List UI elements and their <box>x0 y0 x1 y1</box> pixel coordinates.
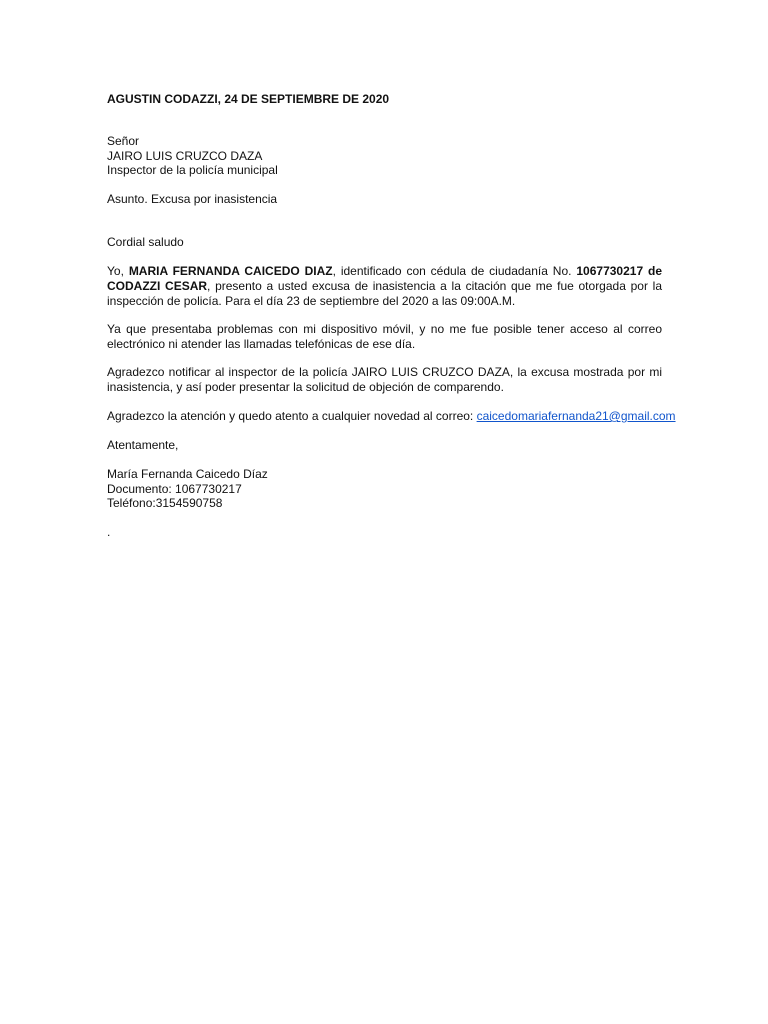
greeting: Cordial saludo <box>107 235 184 249</box>
recipient-name: JAIRO LUIS CRUZCO DAZA <box>107 149 263 163</box>
body-paragraph-3: Agradezco notificar al inspector de la policía JAIRO LUIS CRUZCO DAZA, la excusa mostrada por mi inasistencia, y así poder presentar la solicitud de objeción de comparendo. <box>107 365 662 394</box>
signature-name: María Fernanda Caicedo Díaz <box>107 467 268 481</box>
applicant-id: 1067730217 de CODAZZI CESAR <box>107 264 663 293</box>
subject-line: Asunto. Excusa por inasistencia <box>107 192 278 206</box>
body-paragraph-4: Agradezco la atención y quedo atento a cualquier novedad al correo: caicedomariafernanda21@gmail.com <box>107 409 676 423</box>
end-mark: . <box>107 525 111 539</box>
email-link[interactable]: caicedomariafernanda21@gmail.com <box>476 409 676 423</box>
recipient-title: Señor <box>107 134 140 148</box>
body-paragraph-2: Ya que presentaba problemas con mi dispositivo móvil, y no me fue posible tener acceso al correo electrónico ni atender las llamadas telefónicas de ese día. <box>107 322 662 351</box>
signature-phone: Teléfono:3154590758 <box>107 496 223 510</box>
letter-heading: AGUSTIN CODAZZI, 24 DE SEPTIEMBRE DE 2020 <box>107 92 390 106</box>
recipient-role: Inspector de la policía municipal <box>107 163 278 177</box>
closing: Atentamente, <box>107 438 179 452</box>
applicant-name: MARIA FERNANDA CAICEDO DIAZ <box>128 264 333 278</box>
body-paragraph-1: Yo, MARIA FERNANDA CAICEDO DIAZ, identificado con cédula de ciudadanía No. 1067730217 de CODAZZI CESAR, presento a usted excusa de inasistencia a la citación que me fue otorgada por la inspección de policía. Para el día 23 de septiembre del 2020 a las 09:00A.M. <box>107 264 663 308</box>
signature-document: Documento: 1067730217 <box>107 482 242 496</box>
